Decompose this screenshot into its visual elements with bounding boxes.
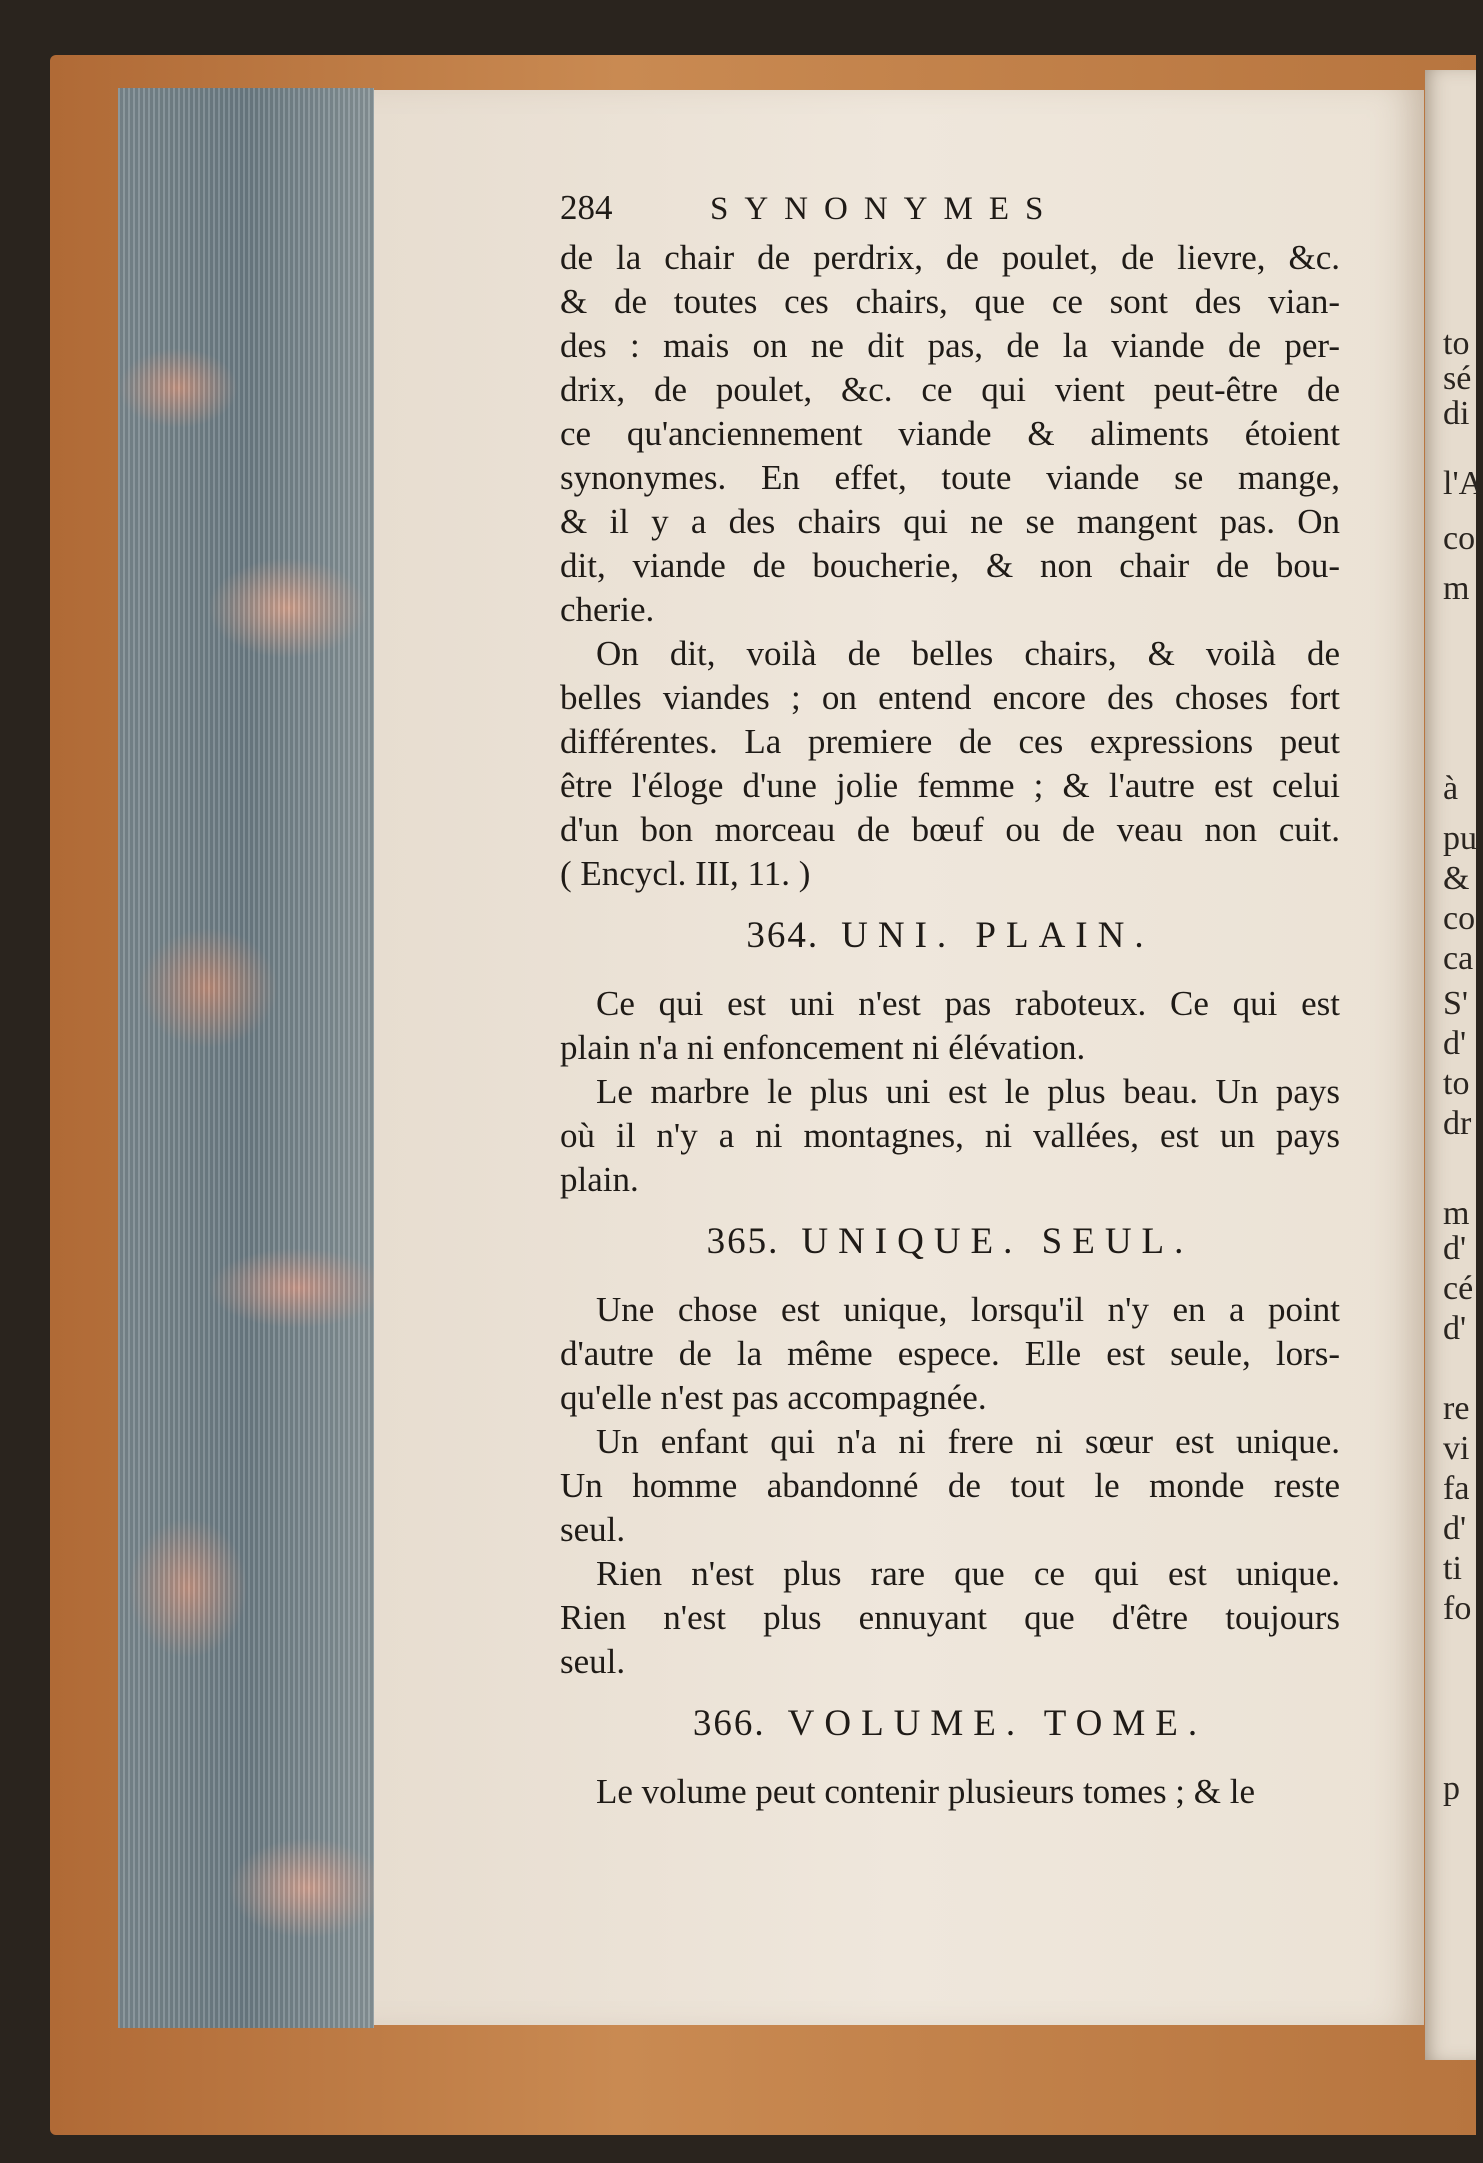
facing-page-fragment: m (1443, 570, 1470, 607)
entry-number: 365. (706, 1221, 780, 1262)
text-line: cherie. (560, 590, 655, 629)
text-line: de la chair de perdrix, de poulet, de lievre, &c. (560, 238, 1340, 277)
text-line: Le volume peut contenir plusieurs tomes ; & le (596, 1772, 1256, 1811)
facing-page-edge (1425, 70, 1483, 2060)
entry-heading (560, 1694, 1340, 1754)
entry-section (560, 1694, 1340, 1814)
facing-page-fragment: S' (1443, 985, 1469, 1022)
text-line: Rien n'est plus ennuyant que d'être toujours (560, 1598, 1340, 1637)
facing-page-fragment: to (1443, 1065, 1470, 1102)
facing-page-fragment: d' (1443, 1510, 1467, 1547)
facing-page-fragment: d' (1443, 1230, 1467, 1267)
text-line: & de toutes ces chairs, que ce sont des vian- (560, 282, 1340, 321)
entry-section (560, 1212, 1340, 1684)
paragraph (560, 982, 1340, 1070)
facing-page-fragment: l'A (1443, 465, 1483, 502)
text-line: plain. (560, 1160, 639, 1199)
facing-page-fragment: & (1443, 860, 1470, 897)
entry-title: VOLUME. TOME. (787, 1703, 1208, 1744)
facing-page-fragment: re (1443, 1390, 1470, 1427)
facing-page-fragment: à (1443, 770, 1459, 807)
page-text (560, 188, 1340, 1814)
text-line: Le marbre le plus uni est le plus beau. Un pays (596, 1072, 1340, 1111)
paragraph (560, 632, 1340, 896)
facing-page-fragment: cé (1443, 1270, 1474, 1307)
text-line: dit, viande de boucherie, & non chair de bou- (560, 546, 1340, 585)
text-line: plain n'a ni enfoncement ni élévation. (560, 1028, 1086, 1067)
text-line: & il y a des chairs qui ne se mangent pas. On (560, 502, 1340, 541)
facing-page-fragment: fa (1443, 1470, 1470, 1507)
text-line: d'un bon morceau de bœuf ou de veau non cuit. (560, 810, 1340, 849)
facing-page-fragment: di (1443, 395, 1470, 432)
text-line: des : mais on ne dit pas, de la viande de per- (560, 326, 1340, 365)
facing-page-fragment: d' (1443, 1310, 1467, 1347)
page-number: 284 (560, 188, 613, 227)
entry-title: UNI. PLAIN. (841, 915, 1154, 956)
facing-page-fragment: to (1443, 325, 1470, 362)
entry-number: 364. (746, 915, 820, 956)
facing-page-fragment: m (1443, 1195, 1470, 1232)
entry-heading (560, 1212, 1340, 1272)
text-line: d'autre de la même espece. Elle est seule, lors- (560, 1334, 1340, 1373)
paragraph (560, 236, 1340, 632)
entry-section (560, 236, 1340, 896)
entry-section (560, 906, 1340, 1202)
text-line: synonymes. En effet, toute viande se mange, (560, 458, 1340, 497)
text-line: Un homme abandonné de tout le monde reste (560, 1466, 1340, 1505)
facing-page-fragment: ti (1443, 1550, 1462, 1587)
entry-number: 366. (692, 1703, 766, 1744)
text-line: être l'éloge d'une jolie femme ; & l'autre est celui (560, 766, 1340, 805)
facing-page-fragment: co (1443, 900, 1476, 937)
text-line: Un enfant qui n'a ni frere ni sœur est unique. (596, 1422, 1340, 1461)
paragraph (560, 1770, 1340, 1814)
text-line: belles viandes ; on entend encore des choses fort (560, 678, 1340, 717)
facing-page-fragment: pu (1443, 820, 1477, 857)
running-head (560, 188, 1340, 236)
text-line: seul. (560, 1510, 626, 1549)
facing-page-fragment: d' (1443, 1025, 1467, 1062)
text-line: Rien n'est plus rare que ce qui est unique. (596, 1554, 1340, 1593)
text-line: Ce qui est uni n'est pas raboteux. Ce qui est (596, 984, 1340, 1023)
text-line: ce qu'anciennement viande & aliments étoient (560, 414, 1340, 453)
facing-page-fragment: fo (1443, 1590, 1472, 1627)
facing-page-fragment: dr (1443, 1105, 1472, 1142)
text-line: seul. (560, 1642, 626, 1681)
text-line: différentes. La premiere de ces expressions peut (560, 722, 1340, 761)
text-line: ( Encycl. III, 11. ) (560, 854, 811, 893)
text-line: Une chose est unique, lorsqu'il n'y en a point (596, 1290, 1340, 1329)
text-line: drix, de poulet, &c. ce qui vient peut-être de (560, 370, 1340, 409)
paragraph (560, 1288, 1340, 1420)
text-line: où il n'y a ni montagnes, ni vallées, est un pays (560, 1116, 1340, 1155)
paragraph (560, 1552, 1340, 1684)
paragraph (560, 1070, 1340, 1202)
facing-page-fragment: p (1443, 1770, 1460, 1807)
facing-page-fragment: co (1443, 520, 1476, 557)
text-line: qu'elle n'est pas accompagnée. (560, 1378, 987, 1417)
facing-page-fragment: vi (1443, 1430, 1470, 1467)
paragraph (560, 1420, 1340, 1552)
entry-heading (560, 906, 1340, 966)
running-title: SYNONYMES (710, 191, 1060, 227)
entry-title: UNIQUE. SEUL. (801, 1221, 1194, 1262)
facing-page-fragment: sé (1443, 360, 1472, 397)
text-line: On dit, voilà de belles chairs, & voilà de (596, 634, 1340, 673)
marbled-page-edges (118, 88, 374, 2028)
facing-page-fragment: ca (1443, 940, 1474, 977)
